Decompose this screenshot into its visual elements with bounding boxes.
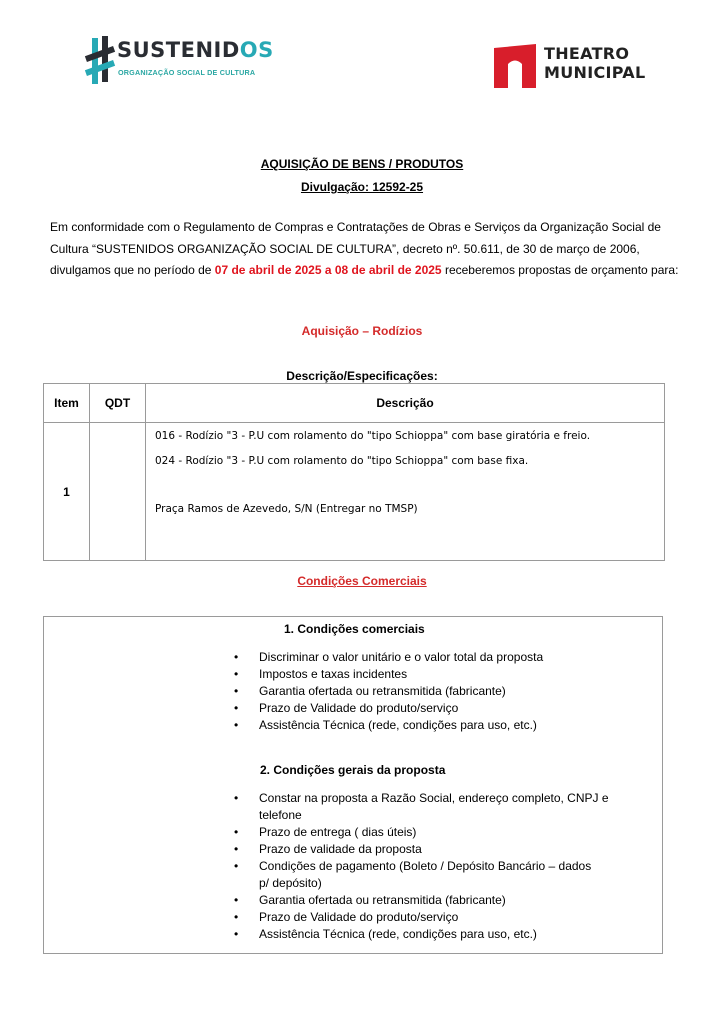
- theatre-arch-icon: [494, 44, 536, 88]
- table-header-row: [44, 384, 665, 423]
- conditions-title: Condições Comerciais: [297, 574, 427, 588]
- sustenidos-subtitle: ORGANIZAÇÃO SOCIAL DE CULTURA: [118, 68, 256, 77]
- theatro-municipal-logo: [494, 44, 664, 88]
- theatro-municipal-wordmark: THEATRO MUNICIPAL: [544, 44, 646, 82]
- list-item: • Prazo de Validade do produto/serviço: [234, 700, 654, 717]
- item-number: 1: [44, 423, 90, 561]
- list-item: • Assistência Técnica (rede, condições para uso, etc.): [234, 926, 654, 943]
- section1-title: 1. Condições comerciais: [284, 622, 425, 636]
- sustenidos-wordmark: SUSTENIDOS: [117, 38, 274, 62]
- header-qdt: QDT: [90, 384, 146, 423]
- subject-title: Aquisição – Rodízios: [301, 324, 423, 338]
- description-line: 024 - Rodízio "3 - P.U com rolamento do "tipo Schioppa" com base fixa.: [155, 455, 529, 467]
- list-item: • Constar na proposta a Razão Social, endereço completo, CNPJ e telefone: [234, 790, 654, 824]
- description-line: 016 - Rodízio "3 - P.U com rolamento do "tipo Schioppa" com base giratória e freio.: [155, 430, 591, 442]
- section2-list: [234, 790, 654, 943]
- item-description: [146, 423, 665, 561]
- list-item: • Prazo de Validade do produto/serviço: [234, 909, 654, 926]
- sustenidos-logo: [84, 34, 274, 88]
- list-item: • Discriminar o valor unitário e o valor total da proposta: [234, 649, 654, 666]
- list-item: • Garantia ofertada ou retransmitida (fabricante): [234, 683, 654, 700]
- list-item: • Condições de pagamento (Boleto / Depósito Bancário – dados p/ depósito): [234, 858, 599, 892]
- delivery-address: Praça Ramos de Azevedo, S/N (Entregar no TMSP): [155, 503, 418, 515]
- conditions-box: [43, 616, 663, 954]
- item-qdt: [90, 423, 146, 561]
- section2-title: 2. Condições gerais da proposta: [260, 763, 446, 777]
- table-row: [44, 423, 665, 561]
- spec-title: Descrição/Especificações:: [286, 369, 438, 383]
- divulgacao-number: Divulgação: 12592-25: [300, 180, 424, 194]
- list-item: • Impostos e taxas incidentes: [234, 666, 654, 683]
- spec-table: [43, 383, 665, 561]
- list-item: • Prazo de entrega ( dias úteis): [234, 824, 654, 841]
- list-item: • Garantia ofertada ou retransmitida (fabricante): [234, 892, 654, 909]
- list-item: • Prazo de validade da proposta: [234, 841, 654, 858]
- list-item: • Assistência Técnica (rede, condições para uso, etc.): [234, 717, 654, 734]
- page-title: AQUISIÇÃO DE BENS / PRODUTOS: [260, 157, 464, 171]
- header-item: Item: [44, 384, 90, 423]
- hashtag-icon: [84, 34, 116, 88]
- header-descricao: Descrição: [146, 384, 665, 423]
- period-highlight: 07 de abril de 2025 a 08 de abril de 2025: [214, 263, 442, 277]
- intro-paragraph: Em conformidade com o Regulamento de Compras e Contratações de Obras e Serviços da Organização Social de Cultura “SUSTENIDOS ORGANIZAÇÃO SOCIAL DE CULTURA”, decreto nº. 50.611, de 30 de março de 2006, divulgamos que no período de 07 de abril de 2025 a 08 de abril de 2025 receberemos propostas de orçamento para:: [50, 220, 679, 277]
- section1-list: [234, 649, 654, 734]
